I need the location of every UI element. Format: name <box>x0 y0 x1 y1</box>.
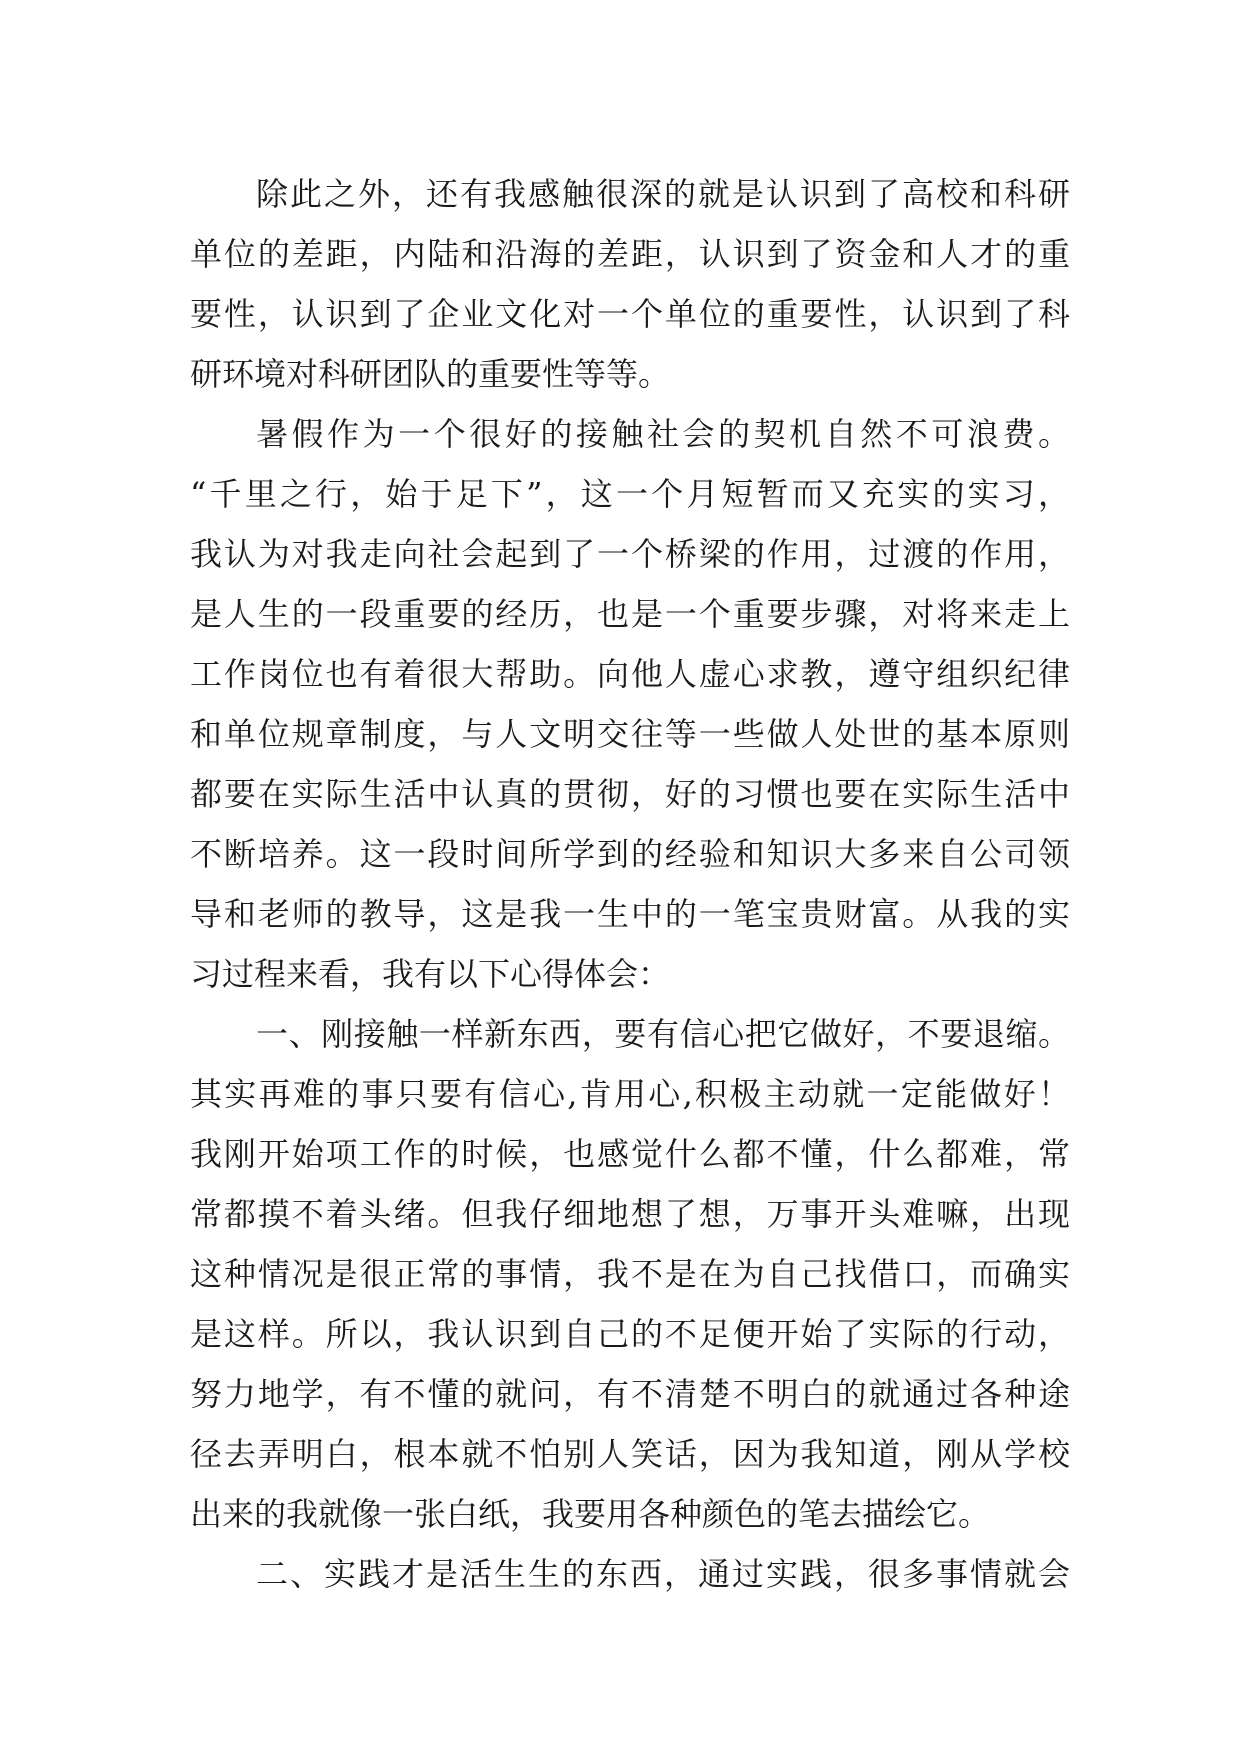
text-line: 常都摸不着头绪。但我仔细地想了想，万事开头难嘛，出现 <box>190 1195 1070 1233</box>
text-line: 这种情况是很正常的事情，我不是在为自己找借口，而确实 <box>190 1255 1070 1293</box>
text-line: 暑假作为一个很好的接触社会的契机自然不可浪费。 <box>256 415 1070 453</box>
text-line: 是这样。所以，我认识到自己的不足便开始了实际的行动， <box>190 1315 1070 1353</box>
text-line: 习过程来看，我有以下心得体会： <box>190 955 671 993</box>
text-line: 努力地学，有不懂的就问，有不清楚不明白的就通过各种途 <box>190 1375 1070 1413</box>
text-line: 单位的差距，内陆和沿海的差距，认识到了资金和人才的重 <box>190 235 1070 273</box>
text-line: 是人生的一段重要的经历，也是一个重要步骤，对将来走上 <box>190 595 1070 633</box>
text-line: 其实再难的事只要有信心,肯用心,积极主动就一定能做好！ <box>190 1075 1070 1113</box>
text-line: 我认为对我走向社会起到了一个桥梁的作用，过渡的作用， <box>190 535 1070 573</box>
text-line: 不断培养。这一段时间所学到的经验和知识大多来自公司领 <box>190 835 1070 873</box>
text-line: 工作岗位也有着很大帮助。向他人虚心求教，遵守组织纪律 <box>190 655 1070 693</box>
text-line: 径去弄明白，根本就不怕别人笑话，因为我知道，刚从学校 <box>190 1435 1070 1473</box>
text-line: 一、刚接触一样新东西，要有信心把它做好，不要退缩。 <box>256 1015 1070 1053</box>
text-line: 和单位规章制度，与人文明交往等一些做人处世的基本原则 <box>190 715 1070 753</box>
text-line: 要性，认识到了企业文化对一个单位的重要性，认识到了科 <box>190 295 1070 333</box>
text-line: 二、实践才是活生生的东西，通过实践，很多事情就会 <box>256 1555 1070 1593</box>
text-line: 出来的我就像一张白纸，我要用各种颜色的笔去描绘它。 <box>190 1495 991 1533</box>
text-line: 研环境对科研团队的重要性等等。 <box>190 355 671 393</box>
text-line: 都要在实际生活中认真的贯彻，好的习惯也要在实际生活中 <box>190 775 1070 813</box>
text-line: 导和老师的教导，这是我一生中的一笔宝贵财富。从我的实 <box>190 895 1070 933</box>
text-line: 我刚开始项工作的时候，也感觉什么都不懂，什么都难，常 <box>190 1135 1070 1173</box>
document-body <box>190 164 1070 1604</box>
text-line: 除此之外，还有我感触很深的就是认识到了高校和科研 <box>256 175 1070 213</box>
text-line: “千里之行，始于足下”，这一个月短暂而又充实的实习， <box>190 475 1070 513</box>
